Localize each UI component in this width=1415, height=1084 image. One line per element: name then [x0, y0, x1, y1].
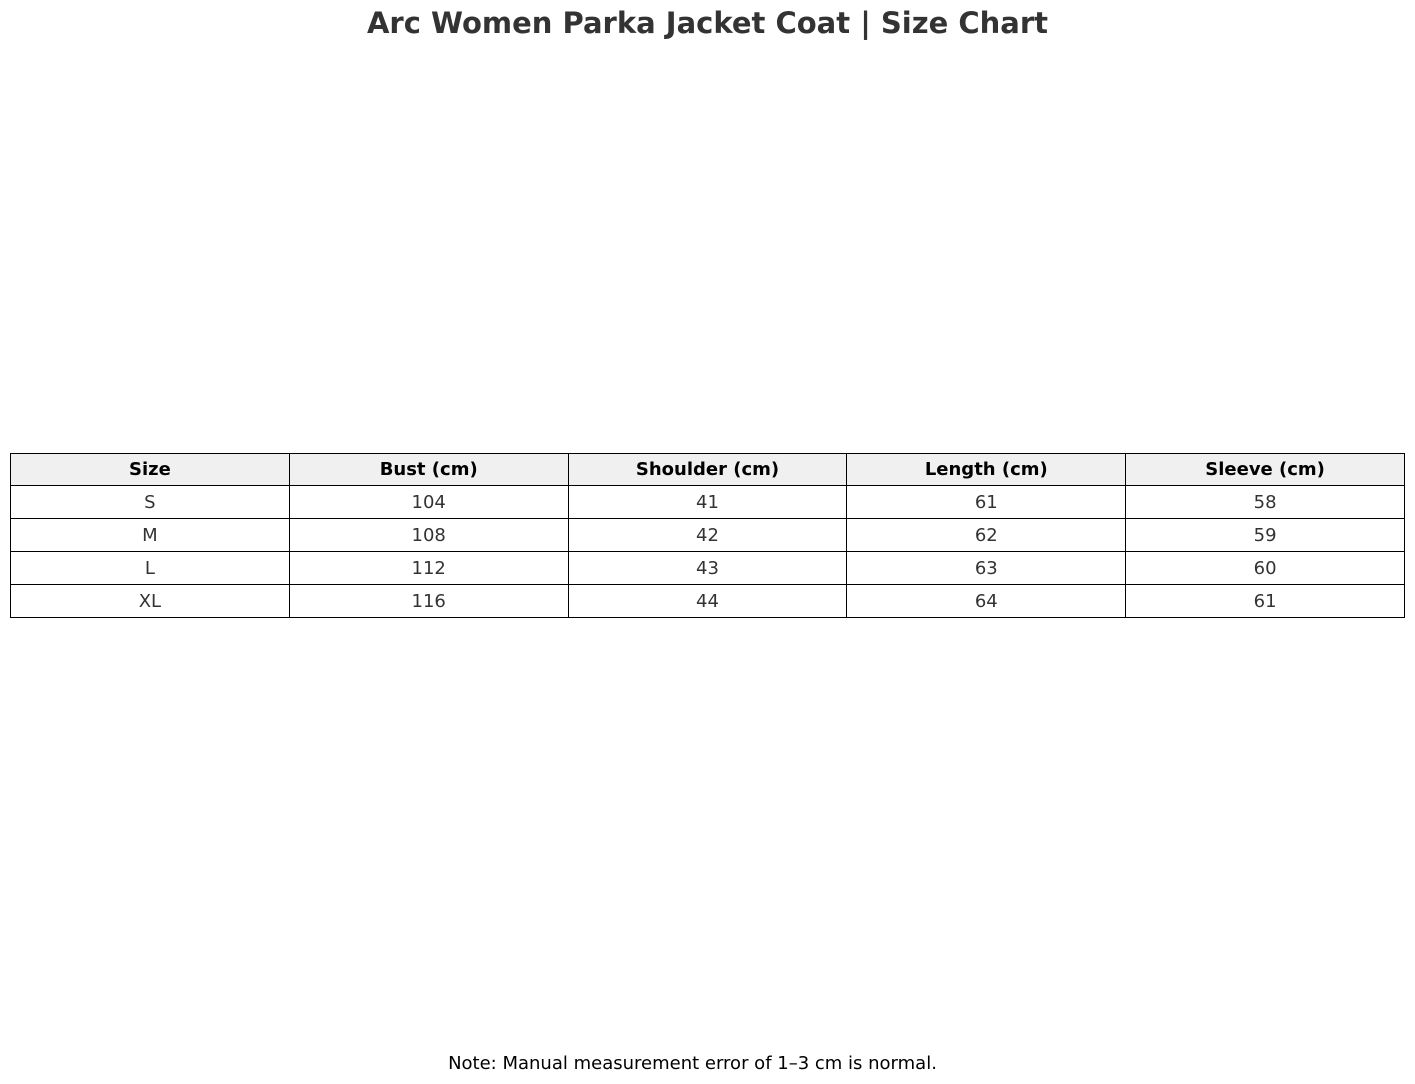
table-cell-size: L — [11, 552, 290, 585]
table-cell-size: XL — [11, 585, 290, 618]
table-cell-sleeve: 60 — [1126, 552, 1405, 585]
table-cell-length: 64 — [847, 585, 1126, 618]
table-row — [11, 552, 1405, 585]
header-cell-bust: Bust (cm) — [289, 454, 568, 486]
header-cell-sleeve: Sleeve (cm) — [1126, 454, 1405, 486]
table-cell-size: S — [11, 486, 290, 519]
table-cell-bust: 108 — [289, 519, 568, 552]
table-cell-sleeve: 61 — [1126, 585, 1405, 618]
table-cell-shoulder: 42 — [568, 519, 847, 552]
header-cell-length: Length (cm) — [847, 454, 1126, 486]
size-table — [10, 453, 1405, 618]
table-cell-length: 61 — [847, 486, 1126, 519]
table-cell-sleeve: 59 — [1126, 519, 1405, 552]
table-cell-shoulder: 43 — [568, 552, 847, 585]
table-cell-bust: 112 — [289, 552, 568, 585]
table-cell-bust: 104 — [289, 486, 568, 519]
chart-title: Arc Women Parka Jacket Coat | Size Chart — [366, 6, 1049, 40]
table-cell-length: 63 — [847, 552, 1126, 585]
table-cell-length: 62 — [847, 519, 1126, 552]
table-cell-size: M — [11, 519, 290, 552]
table-cell-bust: 116 — [289, 585, 568, 618]
table-cell-shoulder: 44 — [568, 585, 847, 618]
table-header-row — [11, 454, 1405, 486]
table-cell-shoulder: 41 — [568, 486, 847, 519]
header-cell-shoulder: Shoulder (cm) — [568, 454, 847, 486]
table-row — [11, 486, 1405, 519]
table-cell-sleeve: 58 — [1126, 486, 1405, 519]
measurement-note: Note: Manual measurement error of 1–3 cm is normal. — [448, 1053, 937, 1074]
table-row — [11, 519, 1405, 552]
table-row — [11, 585, 1405, 618]
header-cell-size: Size — [11, 454, 290, 486]
